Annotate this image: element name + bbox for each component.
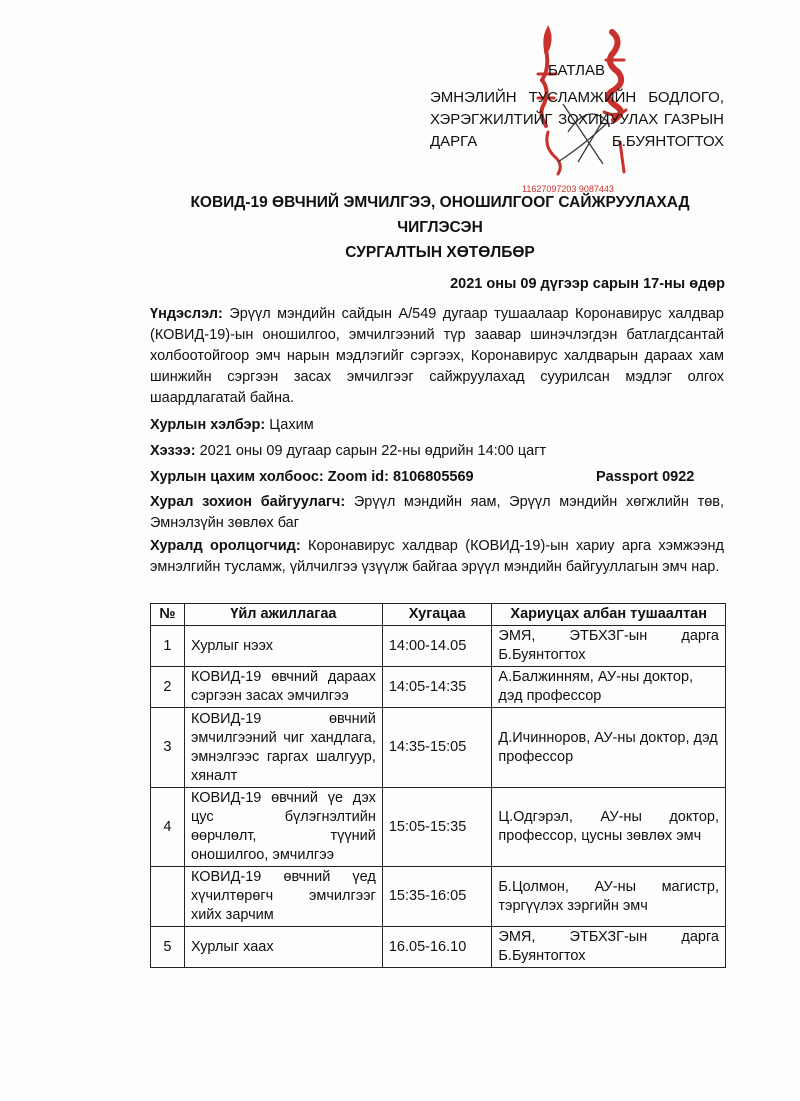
table-header-row <box>151 604 726 626</box>
row-activity: КОВИД-19 өвчний эмчилгээний чиг хандлага, эмнэлгээс гаргах шалгуур, хяналт <box>184 708 382 788</box>
organizer-value: Эрүүл мэндийн яам, Эрүүл мэндийн хөгжлийн төв, Эмнэлзүйн зөвлөх баг <box>150 494 725 531</box>
row-activity: КОВИД-19 өвчний үед хүчилтөрөгч эмчилгээг хийх зарчим <box>184 867 382 927</box>
stamp-number: 11627097203 9087443 <box>522 184 614 194</box>
organizer-label: Хурал зохион байгуулагч: <box>150 494 346 510</box>
format-line <box>150 415 724 436</box>
organizer-line <box>150 492 724 534</box>
row-no: 2 <box>151 667 185 708</box>
approval-line-3 <box>430 131 724 153</box>
row-no: 4 <box>151 788 185 867</box>
row-activity: Хурлыг хаах <box>184 927 382 968</box>
format-value: Цахим <box>265 417 314 433</box>
participants-value: Коронавирус халдвар (КОВИД-19)-ын хариу арга хэмжээнд эмнэлгийн тусламж, үйлчилгээ үзүүлж байгаа эрүүл мэндийн байгууллагын эмч нар. <box>150 538 724 575</box>
format-label: Хурлын хэлбэр: <box>150 417 266 433</box>
basis-label: Үндэслэл: <box>150 306 223 322</box>
title-line-2: СУРГАЛТЫН ХӨТӨЛБӨР <box>345 244 535 261</box>
header-responsible: Хариуцах албан тушаалтан <box>492 604 726 626</box>
approval-title: ДАРГА <box>430 133 478 150</box>
table-row <box>151 667 726 708</box>
participants-line <box>150 536 724 578</box>
row-no: 3 <box>151 708 185 788</box>
document-date: 2021 оны 09 дүгээр сарын 17-ны өдөр <box>450 276 725 292</box>
approval-name: Б.БУЯНТОГТОХ <box>611 133 724 150</box>
when-label: Хэзээ: <box>150 443 196 459</box>
basis-text: Эрүүл мэндийн сайдын А/549 дугаар тушаалаар Коронавирус халдвар (КОВИД-19)-ын оношилгоо, эмчилгээний түр заавар шинэчлэгдэн батлагдсантай холбоотойгоор эмч нарын мэдлэгийг сэргээх, Коронавирус халдварын дараах хам шинжийн сэргээн засах эмчилгээг сайжруулахад суурилсан мэдлэг олгох шаардлагатай байна. <box>150 306 724 406</box>
header-time: Хугацаа <box>382 604 492 626</box>
row-responsible: Ц.Одгэрэл, АУ-ны доктор, профессор, цусны зөвлөх эмч <box>492 788 726 867</box>
table-row <box>151 867 726 927</box>
schedule-table <box>150 603 726 968</box>
table-row <box>151 927 726 968</box>
row-responsible: ЭМЯ, ЭТБХЗГ-ын дарга Б.Буянтогтох <box>492 626 726 667</box>
row-no <box>151 867 185 927</box>
link-line <box>150 467 724 488</box>
passport: Passport 0922 <box>596 469 695 485</box>
row-responsible: Б.Цолмон, АУ-ны магистр, тэргүүлэх зэргийн эмч <box>492 867 726 927</box>
row-time: 16.05-16.10 <box>382 927 492 968</box>
title-line-1: КОВИД-19 ӨВЧНИЙ ЭМЧИЛГЭЭ, ОНОШИЛГООГ САЙЖРУУЛАХАД ЧИГЛЭСЭН <box>190 194 690 236</box>
basis-paragraph <box>150 304 724 409</box>
document-title <box>150 190 730 265</box>
row-activity: КОВИД-19 өвчний үе дэх цус бүлэгнэлтийн өөрчлөлт, түүний оношилгоо, эмчилгээ <box>184 788 382 867</box>
table-row <box>151 626 726 667</box>
row-time: 14:00-14.05 <box>382 626 492 667</box>
table-row <box>151 708 726 788</box>
row-time: 15:05-15:35 <box>382 788 492 867</box>
header-activity: Үйл ажиллагаа <box>184 604 382 626</box>
row-no: 5 <box>151 927 185 968</box>
when-line <box>150 441 724 462</box>
table-row <box>151 788 726 867</box>
row-responsible: Д.Ичинноров, АУ-ны доктор, дэд профессор <box>492 708 726 788</box>
row-time: 14:05-14:35 <box>382 667 492 708</box>
row-time: 14:35-15:05 <box>382 708 492 788</box>
approval-line-1: ЭМНЭЛИЙН ТУСЛАМЖИЙН БОДЛОГО, <box>430 89 724 106</box>
zoom-id: Zoom id: 8106805569 <box>323 469 474 485</box>
approval-heading: БАТЛАВ <box>548 62 606 79</box>
link-label: Хурлын цахим холбоос: <box>150 469 324 485</box>
row-responsible: ЭМЯ, ЭТБХЗГ-ын дарга Б.Буянтогтох <box>492 927 726 968</box>
row-activity: Хурлыг нээх <box>184 626 382 667</box>
when-value: 2021 оны 09 дугаар сарын 22-ны өдрийн 14:00 цагт <box>195 443 547 459</box>
header-no: № <box>151 604 185 626</box>
participants-label: Хуралд оролцогчид: <box>150 538 301 554</box>
row-time: 15:35-16:05 <box>382 867 492 927</box>
row-no: 1 <box>151 626 185 667</box>
row-responsible: А.Балжинням, АУ-ны доктор, дэд профессор <box>492 667 726 708</box>
row-activity: КОВИД-19 өвчний дараах сэргээн засах эмчилгээ <box>184 667 382 708</box>
approval-line-2: ХЭРЭГЖИЛТИЙГ ЗОХИЦУУЛАХ ГАЗРЫН <box>430 111 724 128</box>
